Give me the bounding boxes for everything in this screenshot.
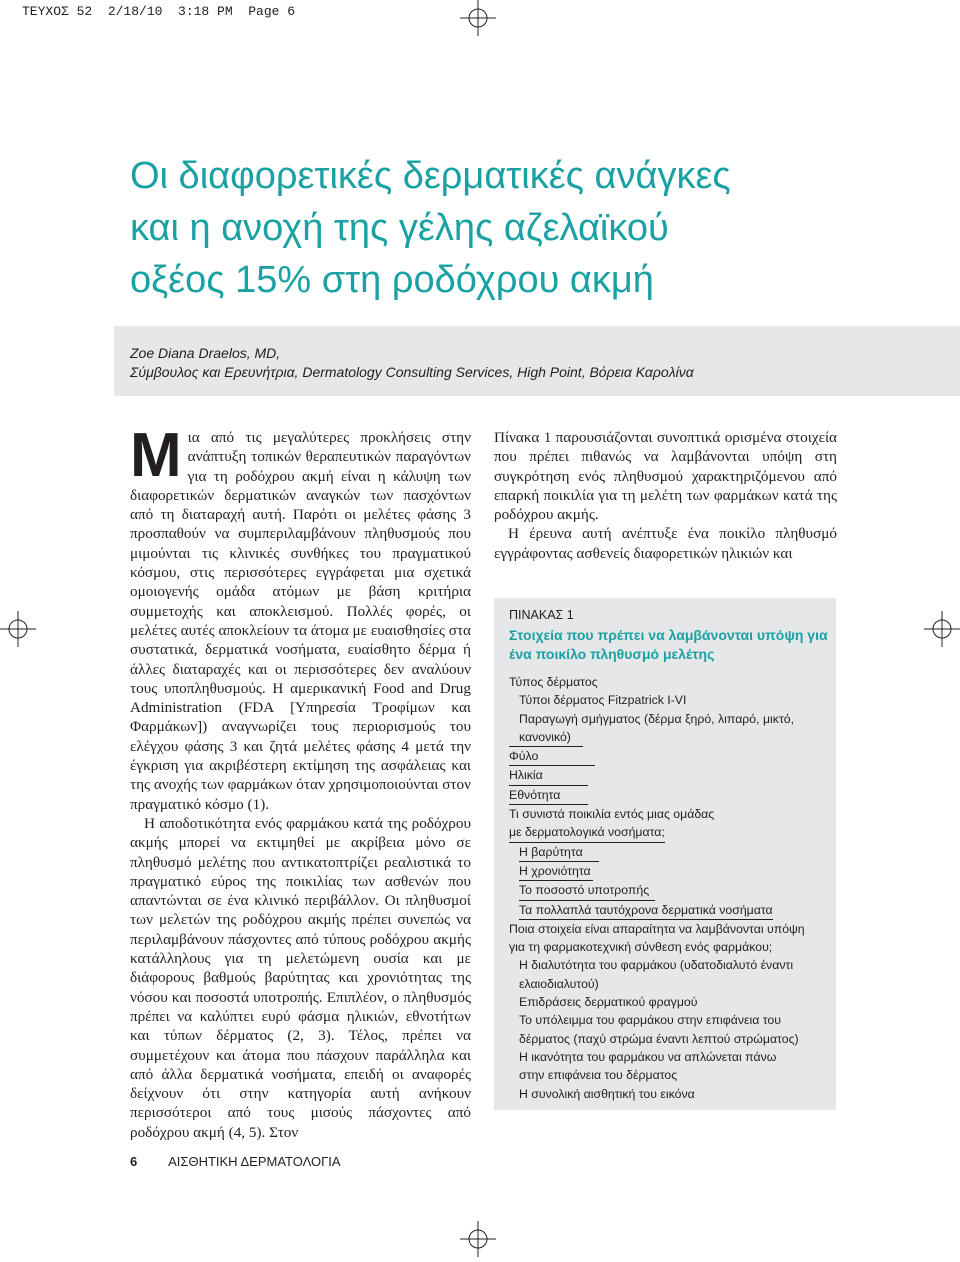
table-row: Η διαλυτότητα του φαρμάκου (υδατοδιαλυτό έναντι [519, 958, 794, 973]
table-row: Το ποσοστό υποτροπής [494, 881, 836, 900]
table-title: Στοιχεία που πρέπει να λαμβάνονται υπόψη για ένα ποικίλο πληθυσμό μελέτης [509, 627, 828, 662]
table-rows [494, 673, 836, 1103]
drop-cap: Μ [130, 421, 182, 490]
journal-name: ΑΙΣΘΗΤΙΚΗ ΔΕΡΜΑΤΟΛΟΓΙΑ [168, 1154, 341, 1169]
left-paragraph-1 [130, 421, 471, 814]
left-paragraph-1-text: ια από τις μεγαλύτερες προκλήσεις στην ανάπτυξη τοπικών θεραπευτικών παραγόντων για τη ροδόχρου ακμή είναι η κάλυψη των διαφορετικών δερματικών αναγκών των πασχόντων από τη διαταραχή αυτή. Παρότι οι μελέτες φάσης 3 προσπαθούν να συμπεριλαμβάνουν πληθυσμούς που μιμούνται τις κλινικές συνθήκες του πραγματικού κόσμου, στις περισσότερες εγγράφεται μια σχετικά ομοιογενής ομάδα ατόμων με βάση κριτήρια συμμετοχής και αποκλεισμού. Πολλές φορές, οι μελέτες αυτές αποκλείουν τα άτομα με ευαισθησίες στα συστατικά, δερματικά νοσήματα, ευαίσθητο δέρμα ή άλλες διαταραχές και οι περισσότερες δεν αναλύουν τους υποπληθυσμούς. Η αμερικανική Food and Drug Administration (FDA [Υπηρεσία Τροφίμων και Φαρμάκων]) αναγνωρίζει τους περιορισμούς του ελέγχου φάσης 3 και ζητά μελέτες φάσης 4 μετά την έγκριση για ακριβέστερη εκτίμηση της ασφάλειας και της ανοχής των φαρμάκων όταν χρησιμοποιούνται στον πραγματικό κόσμο (1). [130, 429, 471, 813]
page-number: 6 [130, 1154, 138, 1169]
table-row: Η συνολική αισθητική του εικόνα [519, 1086, 695, 1101]
title-line-3: οξέος 15% στη ροδόχρου ακμή [130, 259, 654, 301]
table-row: Η βαρύτητα [494, 843, 836, 862]
table-row: Εθνότητα [494, 786, 836, 805]
page-footer [130, 1154, 341, 1169]
table-row: κανονικό) [494, 728, 836, 747]
table-row: στην επιφάνεια του δέρματος [519, 1068, 678, 1083]
registration-mark-right-icon [924, 611, 960, 647]
table-row: Τα πολλαπλά ταυτόχρονα δερματικά νοσήματα [494, 901, 836, 920]
right-column [494, 428, 837, 563]
left-paragraph-2: Η αποδοτικότητα ενός φαρμάκου κατά της ροδόχρου ακμής μπορεί να εκτιμηθεί με ακρίβεια μόνο σε πληθυσμό μελέτης που αντικατοπτρίζει ρεαλιστικά το πραγματικό εύρος της ποικιλίας των ασθενών που απαντώνται σε ένα κλινικό περιβάλλον. Οι πληθυσμοί των μελετών της ροδόχρου ακμής πρέπει συνεπώς να περιλαμβάνουν πάσχοντες από τύπους ροδόχρου ακμής κατάλληλους για τη μελετώμενη ουσία και με διάφορους βαθμούς βαρύτητας και χρονιότητας της νόσου και ποσοστά υποτροπής. Επιπλέον, ο πληθυσμός πρέπει να καλύπτει ευρύ φάσμα ηλικιών, εθνοτήτων και τύπων δέρματος (2, 3). Τέλος, πρέπει να συμμετέχουν και άτομα που πάσχουν παράλληλα και από άλλα δερματικά νοσήματα, επειδή οι αναφορές δείχνουν ότι στην κατηγορία αυτή ανήκουν περισσότεροι από τους μισούς πάσχοντες από ροδόχρου ακμή (4, 5). Στον [130, 814, 471, 1141]
table-row: Τι συνιστά ποικιλία εντός μιας ομάδας [509, 807, 715, 822]
table-row: Η ικανότητα του φαρμάκου να απλώνεται πάνω [519, 1049, 777, 1064]
table-row: δέρματος (παχύ στρώμα έναντι λεπτού στρώματος) [519, 1031, 799, 1046]
right-paragraph-2: Η έρευνα αυτή ανέπτυξε ένα ποικίλο πληθυσμό εγγράφοντας ασθενείς διαφορετικών ηλικιών και [494, 525, 837, 562]
table-row: με δερματολογικά νοσήματα; [494, 823, 836, 842]
left-column [130, 421, 471, 1142]
article-title [130, 150, 910, 306]
registration-mark-left-icon [0, 611, 36, 647]
table-row: ελαιοδιαλυτού) [519, 976, 599, 991]
print-slug: ΤΕΥΧΟΣ 52 2/18/10 3:18 PM Page 6 [22, 4, 296, 19]
author-affiliation: Σύμβουλος και Ερευνήτρια, Dermatology Consulting Services, High Point, Βόρεια Καρολίνα [130, 364, 694, 380]
registration-mark-bottom-icon [460, 1221, 496, 1257]
table-row: Ποια στοιχεία είναι απαραίτητα να λαμβάνονται υπόψη [509, 921, 805, 936]
author-block [130, 344, 694, 382]
table-row: Το υπόλειμμα του φαρμάκου στην επιφάνεια του [519, 1013, 781, 1028]
table-row: Τύποι δέρματος Fitzpatrick I-VI [519, 693, 687, 708]
table-row: Η χρονιότητα [494, 862, 836, 881]
table-row: Παραγωγή σμήγματος (δέρμα ξηρό, λιπαρό, μικτό, [519, 711, 795, 726]
table-row: Φύλο [494, 747, 836, 766]
table-row: Επιδράσεις δερματικού φραγμού [519, 995, 698, 1010]
table-1-box [494, 598, 836, 1110]
table-row: για τη φαρμακοτεχνική σύνθεση ενός φαρμάκου; [509, 940, 773, 955]
title-line-2: και η ανοχή της γέλης αζελαϊκού [130, 207, 669, 249]
title-line-1: Οι διαφορετικές δερματικές ανάγκες [130, 155, 731, 197]
table-label: ΠΙΝΑΚΑΣ 1 [509, 608, 574, 622]
registration-mark-top-icon [460, 0, 496, 36]
author-name: Zoe Diana Draelos, MD, [130, 345, 281, 361]
table-row: Τύπος δέρματος [509, 675, 598, 689]
right-paragraph-1: Πίνακα 1 παρουσιάζονται συνοπτικά ορισμένα στοιχεία που πρέπει πιθανώς να λαμβάνονται υπόψη στη συγκρότηση ενός πληθυσμού χαρακτηριζόμενου από επαρκή ποικιλία για τη μελέτη των φαρμάκων κατά της ροδόχρου ακμής. [494, 429, 837, 524]
table-row: Ηλικία [494, 766, 836, 785]
